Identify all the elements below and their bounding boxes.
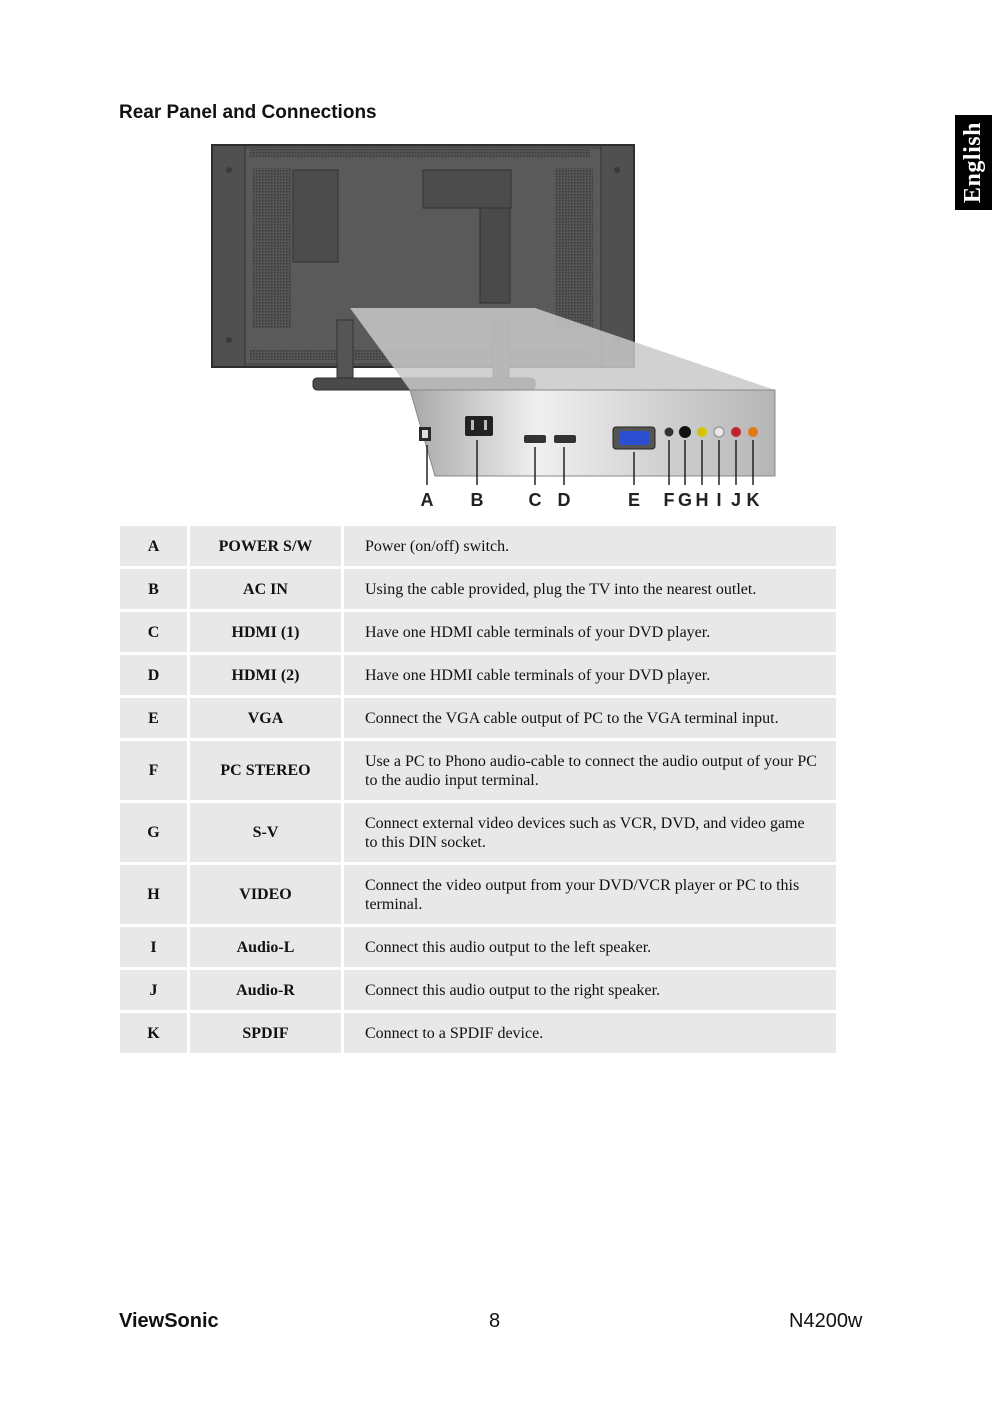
connector-name: VIDEO: [190, 865, 341, 924]
connector-name: POWER S/W: [190, 526, 341, 566]
callout-c: C: [528, 490, 542, 510]
connector-name: S-V: [190, 803, 341, 862]
connector-key: I: [120, 927, 187, 967]
connector-name: VGA: [190, 698, 341, 738]
connector-panel-closeup: [410, 390, 775, 485]
connections-table: [117, 523, 839, 1056]
callout-a: A: [420, 490, 434, 510]
connector-key: E: [120, 698, 187, 738]
table-row: [120, 569, 836, 609]
connector-key: H: [120, 865, 187, 924]
connector-key: F: [120, 741, 187, 800]
callout-k: K: [746, 490, 760, 510]
connector-description: Power (on/off) switch.: [344, 526, 836, 566]
connector-description: Connect the VGA cable output of PC to the VGA terminal input.: [344, 698, 836, 738]
table-row: [120, 970, 836, 1010]
connector-description: Connect external video devices such as VCR, DVD, and video game to this DIN socket.: [344, 803, 836, 862]
connector-description: Using the cable provided, plug the TV into the nearest outlet.: [344, 569, 836, 609]
connector-description: Connect this audio output to the right speaker.: [344, 970, 836, 1010]
callout-b: B: [470, 490, 484, 510]
connector-description: Connect to a SPDIF device.: [344, 1013, 836, 1053]
table-row: [120, 526, 836, 566]
language-tab-label: English: [960, 122, 987, 203]
table-row: [120, 612, 836, 652]
connector-name: SPDIF: [190, 1013, 341, 1053]
footer-brand: ViewSonic: [119, 1310, 219, 1332]
rear-panel-figure: [205, 140, 785, 520]
table-row: [120, 803, 836, 862]
table-row: [120, 865, 836, 924]
callout-e: E: [627, 490, 641, 510]
connector-key: A: [120, 526, 187, 566]
connector-description: Have one HDMI cable terminals of your DVD player.: [344, 655, 836, 695]
table-row: [120, 741, 836, 800]
footer-model: N4200w: [789, 1310, 863, 1332]
table-row: [120, 1013, 836, 1053]
connector-description: Connect this audio output to the left speaker.: [344, 927, 836, 967]
connector-description: Have one HDMI cable terminals of your DVD player.: [344, 612, 836, 652]
connector-key: J: [120, 970, 187, 1010]
connector-name: PC STEREO: [190, 741, 341, 800]
connector-name: HDMI (2): [190, 655, 341, 695]
table-row: [120, 698, 836, 738]
callout-g: G: [677, 490, 693, 510]
callout-d: D: [557, 490, 571, 510]
rear-panel-illustration: [205, 140, 785, 520]
connector-key: C: [120, 612, 187, 652]
callout-j: J: [730, 490, 742, 510]
zoom-cone: [350, 308, 775, 390]
connector-name: HDMI (1): [190, 612, 341, 652]
connector-description: Connect the video output from your DVD/VCR player or PC to this terminal.: [344, 865, 836, 924]
connector-key: B: [120, 569, 187, 609]
connector-key: G: [120, 803, 187, 862]
connector-name: AC IN: [190, 569, 341, 609]
page-heading: Rear Panel and Connections: [119, 102, 377, 123]
connector-name: Audio-L: [190, 927, 341, 967]
table-row: [120, 927, 836, 967]
callout-i: I: [716, 490, 722, 510]
footer-page-number: 8: [489, 1310, 501, 1332]
connector-key: K: [120, 1013, 187, 1053]
connector-description: Use a PC to Phono audio-cable to connect the audio output of your PC to the audio input terminal.: [344, 741, 836, 800]
connector-name: Audio-R: [190, 970, 341, 1010]
language-tab: [955, 115, 992, 210]
connector-key: D: [120, 655, 187, 695]
table-row: [120, 655, 836, 695]
callout-h: H: [695, 490, 709, 510]
callout-f: F: [663, 490, 675, 510]
